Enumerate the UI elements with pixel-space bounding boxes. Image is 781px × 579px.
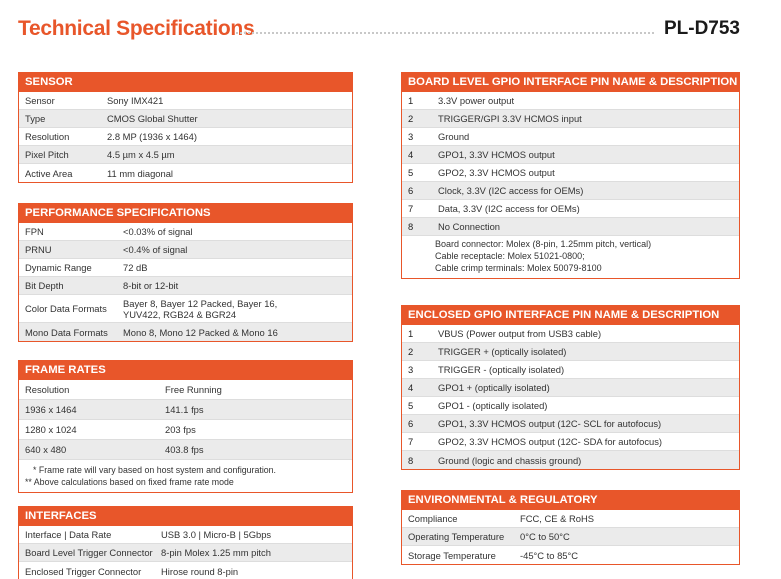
row-label: Mono Data Formats [25, 326, 108, 338]
pin-number: 6 [408, 185, 414, 196]
pin-number: 1 [408, 95, 414, 106]
row-value: <0.03% of signal [123, 226, 193, 237]
table-row [19, 241, 352, 259]
table-row [402, 528, 739, 546]
row-value: 4.5 µm x 4.5 µm [107, 149, 175, 160]
row-label: Resolution [25, 131, 70, 142]
row-label: 1280 x 1024 [25, 424, 77, 435]
pin-description: Ground [438, 131, 470, 142]
row-label: Dynamic Range [25, 262, 92, 273]
pin-number: 5 [408, 400, 414, 411]
row-value: 0°C to 50°C [520, 531, 570, 542]
title-dotted-leader [236, 32, 654, 34]
row-value-line: Bayer 8, Bayer 12 Packed, Bayer 16, [123, 297, 278, 309]
pin-description: GPO1 - (optically isolated) [438, 400, 548, 411]
pin-number: 2 [408, 113, 414, 124]
pin-number: 6 [408, 418, 414, 429]
pin-description: GPO2, 3.3V HCMOS output (12C- SDA for autofocus) [438, 436, 663, 447]
row-value: 203 fps [165, 424, 196, 435]
table-row [402, 128, 739, 146]
pin-number: 4 [408, 149, 414, 160]
board-gpio-section [401, 72, 740, 279]
sensor-section [18, 72, 353, 183]
table-row [402, 218, 739, 236]
footnote: * Frame rate will vary based on host system and configuration. [33, 465, 277, 475]
pin-number: 2 [408, 346, 414, 357]
row-label: Operating Temperature [408, 531, 505, 542]
pin-number: 3 [408, 364, 414, 375]
column-header: Resolution [25, 384, 70, 395]
table-row [402, 415, 739, 433]
table-row [402, 110, 739, 128]
row-value: 403.8 fps [165, 444, 204, 455]
pin-description: VBUS (Power output from USB3 cable) [438, 328, 602, 339]
section-header: ENCLOSED GPIO INTERFACE PIN NAME & DESCRIPTION [402, 306, 739, 325]
table-row [402, 546, 739, 564]
pin-description: GPO1, 3.3V HCMOS output (12C- SCL for autofocus) [438, 418, 662, 429]
row-value: 11 mm diagonal [107, 167, 174, 179]
footnote: ** Above calculations based on fixed frame rate mode [25, 477, 234, 487]
table-row [19, 440, 352, 460]
table-row [402, 164, 739, 182]
table-row [402, 379, 739, 397]
row-value: 141.1 fps [165, 404, 204, 415]
table-row [402, 200, 739, 218]
table-row [402, 92, 739, 110]
table-row [19, 128, 352, 146]
title-row [18, 16, 740, 42]
pin-number: 1 [408, 328, 414, 339]
table-row [19, 259, 352, 277]
row-value: CMOS Global Shutter [107, 113, 198, 124]
pin-description: Ground (logic and chassis ground) [438, 454, 582, 466]
section-header: ENVIRONMENTAL & REGULATORY [402, 491, 739, 510]
section-header: SENSOR [19, 73, 352, 92]
section-header: FRAME RATES [19, 361, 352, 380]
table-row [402, 343, 739, 361]
row-value: Sony IMX421 [107, 95, 164, 106]
connector-note: Cable receptacle: Molex 51021-0800; [435, 251, 585, 261]
row-label: Color Data Formats [25, 303, 107, 314]
table-row [402, 433, 739, 451]
section-header: BOARD LEVEL GPIO INTERFACE PIN NAME & DESCRIPTION [402, 73, 739, 92]
pin-description: GPO1, 3.3V HCMOS output [438, 149, 555, 160]
row-label: Bit Depth [25, 280, 64, 291]
row-value: FCC, CE & RoHS [520, 513, 594, 524]
footnotes [19, 460, 352, 492]
row-label: Interface | Data Rate [25, 529, 112, 540]
table-row [402, 510, 739, 528]
row-label: Type [25, 113, 46, 124]
pin-description: Clock, 3.3V (I2C access for OEMs) [438, 185, 584, 196]
pin-number: 8 [408, 454, 414, 466]
table-row [402, 146, 739, 164]
table-row [19, 92, 352, 110]
pin-description: TRIGGER - (optically isolated) [438, 364, 565, 375]
frame-rates-section [18, 360, 353, 493]
pin-number: 7 [408, 203, 414, 214]
table-row [19, 544, 352, 562]
row-label: Sensor [25, 95, 55, 106]
pin-description: TRIGGER + (optically isolated) [438, 346, 567, 357]
model-number: PL-D753 [663, 18, 740, 39]
row-label: Pixel Pitch [25, 149, 69, 160]
row-label: Storage Temperature [408, 549, 496, 561]
table-row [19, 420, 352, 440]
row-label: 640 x 480 [25, 444, 67, 455]
column-header: Free Running [165, 384, 222, 395]
pin-number: 3 [408, 131, 414, 142]
table-row [19, 323, 352, 341]
pin-number: 8 [408, 221, 414, 232]
performance-section [18, 203, 353, 342]
table-row [19, 400, 352, 420]
connector-note: Cable crimp terminals: Molex 50079-8100 [435, 263, 602, 273]
row-value: Mono 8, Mono 12 Packed & Mono 16 [123, 326, 278, 338]
connector-notes [402, 236, 739, 278]
pin-number: 5 [408, 167, 414, 178]
row-label: Enclosed Trigger Connector [25, 565, 142, 577]
pin-description: No Connection [438, 221, 501, 232]
table-row [19, 146, 352, 164]
row-label: Board Level Trigger Connector [25, 547, 153, 558]
row-value: 8-bit or 12-bit [123, 280, 179, 291]
row-value-line: YUV422, RGB24 & BGR24 [123, 308, 237, 320]
row-label: Compliance [408, 513, 458, 524]
table-row [19, 277, 352, 295]
environmental-section [401, 490, 740, 565]
interfaces-section [18, 506, 353, 579]
table-row [19, 164, 352, 182]
connector-note: Board connector: Molex (8-pin, 1.25mm pitch, vertical) [435, 239, 652, 249]
table-row [19, 295, 352, 323]
table-row [402, 325, 739, 343]
table-row [19, 526, 352, 544]
row-label: Active Area [25, 167, 73, 179]
table-header-row [19, 380, 352, 400]
table-row [402, 182, 739, 200]
pin-description: Data, 3.3V (I2C access for OEMs) [438, 203, 580, 214]
row-value [123, 298, 352, 320]
section-header: PERFORMANCE SPECIFICATIONS [19, 204, 352, 223]
row-label: 1936 x 1464 [25, 404, 77, 415]
row-value: -45°C to 85°C [520, 549, 579, 561]
enclosed-gpio-section [401, 305, 740, 470]
table-row [402, 451, 739, 469]
pin-number: 4 [408, 382, 414, 393]
table-row [19, 110, 352, 128]
row-value: 2.8 MP (1936 x 1464) [107, 131, 197, 142]
table-row [19, 562, 352, 579]
row-value: 8-pin Molex 1.25 mm pitch [161, 547, 271, 558]
pin-description: TRIGGER/GPI 3.3V HCMOS input [438, 113, 582, 124]
row-value: <0.4% of signal [123, 244, 188, 255]
table-row [402, 397, 739, 415]
row-value: USB 3.0 | Micro-B | 5Gbps [161, 529, 272, 540]
row-value: Hirose round 8-pin [161, 565, 239, 577]
row-value: 72 dB [123, 262, 148, 273]
table-row [402, 361, 739, 379]
pin-number: 7 [408, 436, 414, 447]
section-header: INTERFACES [19, 507, 352, 526]
pin-description: GPO2, 3.3V HCMOS output [438, 167, 555, 178]
row-label: FPN [25, 226, 44, 237]
table-row [19, 223, 352, 241]
pin-description: GPO1 + (optically isolated) [438, 382, 550, 393]
pin-description: 3.3V power output [438, 95, 515, 106]
page-title: Technical Specifications [18, 17, 255, 40]
row-label: PRNU [25, 244, 52, 255]
